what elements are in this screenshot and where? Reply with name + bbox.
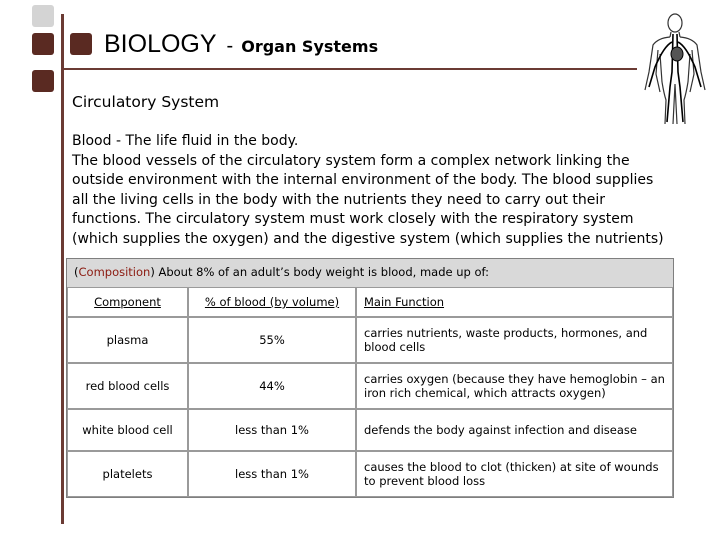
table-cell-function: carries oxygen (because they have hemoglobin – an iron rich chemical, which attracts oxygen) bbox=[356, 363, 673, 409]
table-cell-percent: less than 1% bbox=[188, 451, 356, 497]
table-caption bbox=[74, 265, 489, 279]
body-line: (which supplies the oxygen) and the digestive system (which supplies the nutrients) bbox=[72, 230, 664, 247]
body-line: functions. The circulatory system must work closely with the respiratory system bbox=[72, 211, 634, 227]
body-paragraph bbox=[72, 132, 672, 249]
decor-square-1 bbox=[32, 33, 54, 55]
table-caption-bar bbox=[67, 259, 673, 287]
page-title bbox=[104, 30, 378, 59]
title-main: BIOLOGY bbox=[104, 30, 217, 58]
decor-square-2 bbox=[70, 33, 92, 55]
table-cell-component: plasma bbox=[67, 317, 188, 363]
table-cell-component: white blood cell bbox=[67, 409, 188, 451]
table-cell-function: carries nutrients, waste products, hormones, and blood cells bbox=[356, 317, 673, 363]
table-cell-percent: 55% bbox=[188, 317, 356, 363]
caption-keyword: Composition bbox=[78, 265, 151, 279]
body-line: Blood - The life fluid in the body. bbox=[72, 133, 299, 149]
table-cell-component: red blood cells bbox=[67, 363, 188, 409]
column-header-percent: % of blood (by volume) bbox=[188, 287, 356, 317]
table-cell-function: defends the body against infection and disease bbox=[356, 409, 673, 451]
column-header-function: Main Function bbox=[356, 287, 673, 317]
title-separator: - bbox=[226, 35, 234, 57]
body-line: all the living cells in the body with the nutrients they need to carry out their bbox=[72, 191, 606, 208]
table-cell-percent: 44% bbox=[188, 363, 356, 409]
composition-table bbox=[66, 258, 674, 498]
vertical-rule bbox=[61, 14, 64, 524]
circulatory-system-figure-icon bbox=[640, 12, 710, 126]
body-line: outside environment with the internal environment of the body. The blood supplies bbox=[72, 172, 654, 188]
decor-square-4 bbox=[32, 70, 54, 92]
table-cell-component: platelets bbox=[67, 451, 188, 497]
section-title: Circulatory System bbox=[72, 93, 220, 111]
horizontal-rule bbox=[61, 68, 637, 70]
table-cell-function: causes the blood to clot (thicken) at site of wounds to prevent blood loss bbox=[356, 451, 673, 497]
caption-open: ( bbox=[74, 265, 79, 279]
column-header-component: Component bbox=[67, 287, 188, 317]
title-subtitle: Organ Systems bbox=[241, 37, 379, 56]
table-cell-percent: less than 1% bbox=[188, 409, 356, 451]
body-line: The blood vessels of the circulatory system form a complex network linking the bbox=[72, 152, 630, 169]
caption-rest: ) About 8% of an adult’s body weight is blood, made up of: bbox=[150, 265, 490, 279]
decor-square-3 bbox=[32, 5, 54, 27]
